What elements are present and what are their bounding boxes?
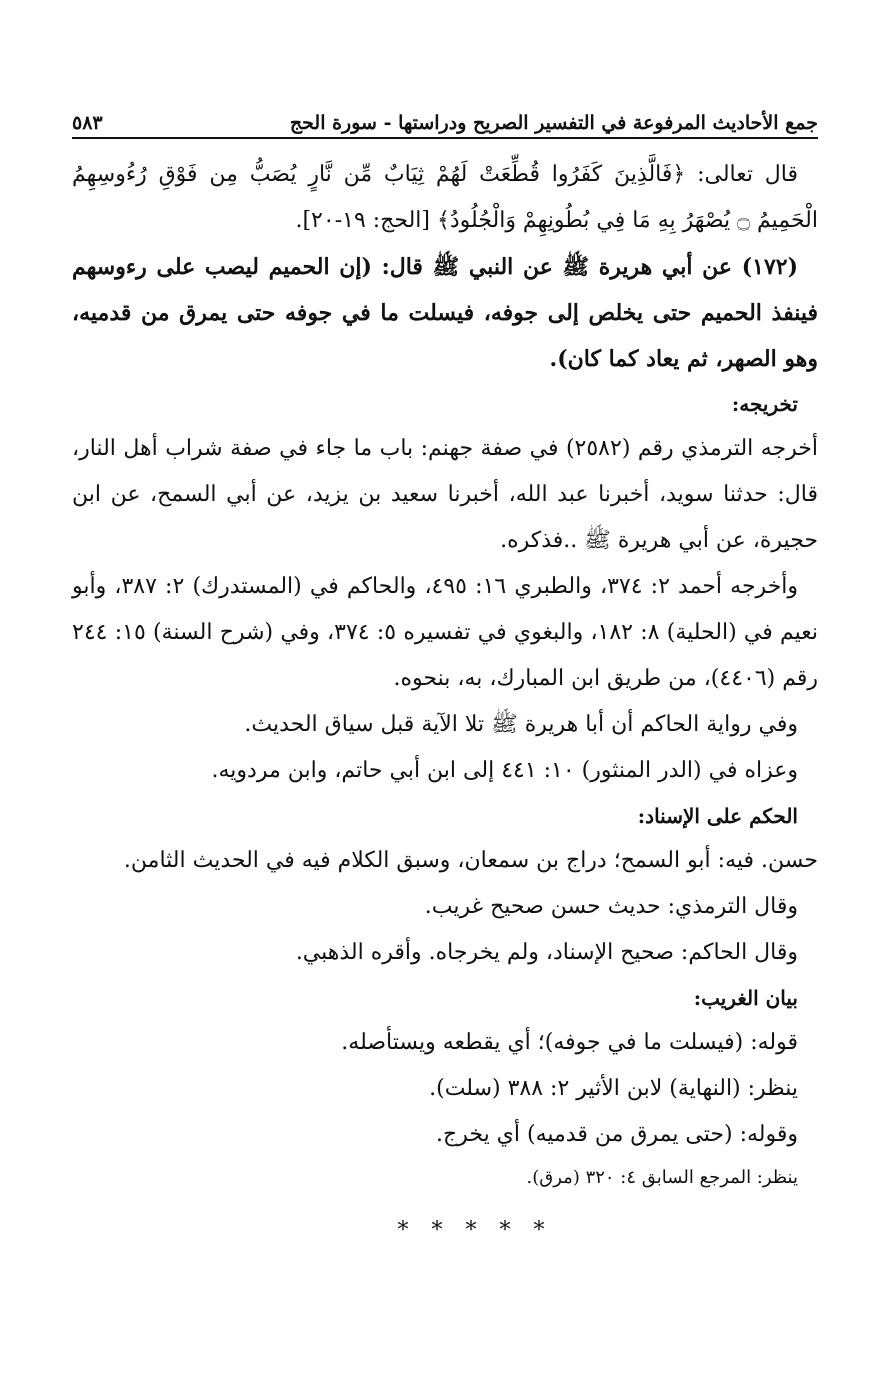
quran-verse: قال تعالى: ﴿فَالَّذِينَ كَفَرُوا قُطِّعَتْ لَهُمْ ثِيَابٌ مِّن نَّارٍ يُصَبُّ مِن فَوْقِ رُءُوسِهِمُ الْحَمِيمُ ۝ يُصْهَرُ بِهِ مَا فِي بُطُونِهِمْ وَالْجُلُودُ﴾ [الحج: ١٩-٢٠]. xyxy=(72,162,818,233)
takhrij-paragraph-2: وأخرجه أحمد ٢: ٣٧٤، والطبري ١٦: ٤٩٥، والحاكم في (المستدرك) ٢: ٣٨٧، وأبو نعيم في (الحلية) ٨: ١٨٢، والبغوي في تفسيره ٥: ٣٧٤، وفي (شرح السنة) ١٥: ٢٤٤ رقم (٤٤٠٦)، من طريق ابن المبارك، به، بنحوه. xyxy=(72,574,819,691)
page-body xyxy=(72,152,818,1254)
gharib-paragraph-1: قوله: (فيسلت ما في جوفه)؛ أي يقطعه ويستأصله. xyxy=(341,1030,798,1055)
gharib-paragraph-3: وقوله: (حتى يمرق من قدميه) أي يخرج. xyxy=(436,1122,798,1147)
takhrij-paragraph-4: وعزاه في (الدر المنثور) ١٠: ٤٤١ إلى ابن أبي حاتم، وابن مردويه. xyxy=(211,758,798,783)
takhrij-paragraph-3: وفي رواية الحاكم أن أبا هريرة ﷺ تلا الآية قبل سياق الحديث. xyxy=(244,712,798,737)
end-mark: * * * * * xyxy=(397,1218,553,1243)
header-title: جمع الأحاديث المرفوعة في التفسير الصريح ودراستها - سورة الحج xyxy=(289,112,818,134)
book-page xyxy=(72,100,818,1360)
hukm-paragraph-2: وقال الترمذي: حديث حسن صحيح غريب. xyxy=(424,894,798,919)
takhrij-heading: تخريجه: xyxy=(731,392,798,416)
running-header xyxy=(72,100,818,139)
takhrij-paragraph-1: أخرجه الترمذي رقم (٢٥٨٢) في صفة جهنم: باب ما جاء في صفة شراب أهل النار، قال: حدثنا سويد، أخبرنا عبد الله، أخبرنا سعيد بن يزيد، عن أبي السمح، عن ابن حجيرة، عن أبي هريرة ﷺ ..فذكره. xyxy=(72,436,819,553)
page-number: ٥٨٣ xyxy=(72,112,103,134)
hukm-paragraph-3: وقال الحاكم: صحيح الإسناد، ولم يخرجاه. وأقره الذهبي. xyxy=(295,940,798,965)
hukm-heading: الحكم على الإسناد: xyxy=(637,804,798,828)
hadith-text: (١٧٢) عن أبي هريرة ﷺ عن النبي ﷺ قال: (إن الحميم ليصب على رءوسهم فينفذ الحميم حتى يخلص إلى جوفه، فيسلت ما في جوفه حتى يمرق من قدميه، وهو الصهر، ثم يعاد كما كان). xyxy=(72,254,818,372)
gharib-heading: بيان الغريب: xyxy=(693,986,798,1010)
hukm-paragraph-1: حسن. فيه: أبو السمح؛ دراج بن سمعان، وسبق الكلام فيه في الحديث الثامن. xyxy=(123,848,818,873)
gharib-paragraph-2: ينظر: (النهاية) لابن الأثير ٢: ٣٨٨ (سلت). xyxy=(429,1076,798,1101)
gharib-paragraph-4: ينظر: المرجع السابق ٤: ٣٢٠ (مرق). xyxy=(526,1167,798,1188)
